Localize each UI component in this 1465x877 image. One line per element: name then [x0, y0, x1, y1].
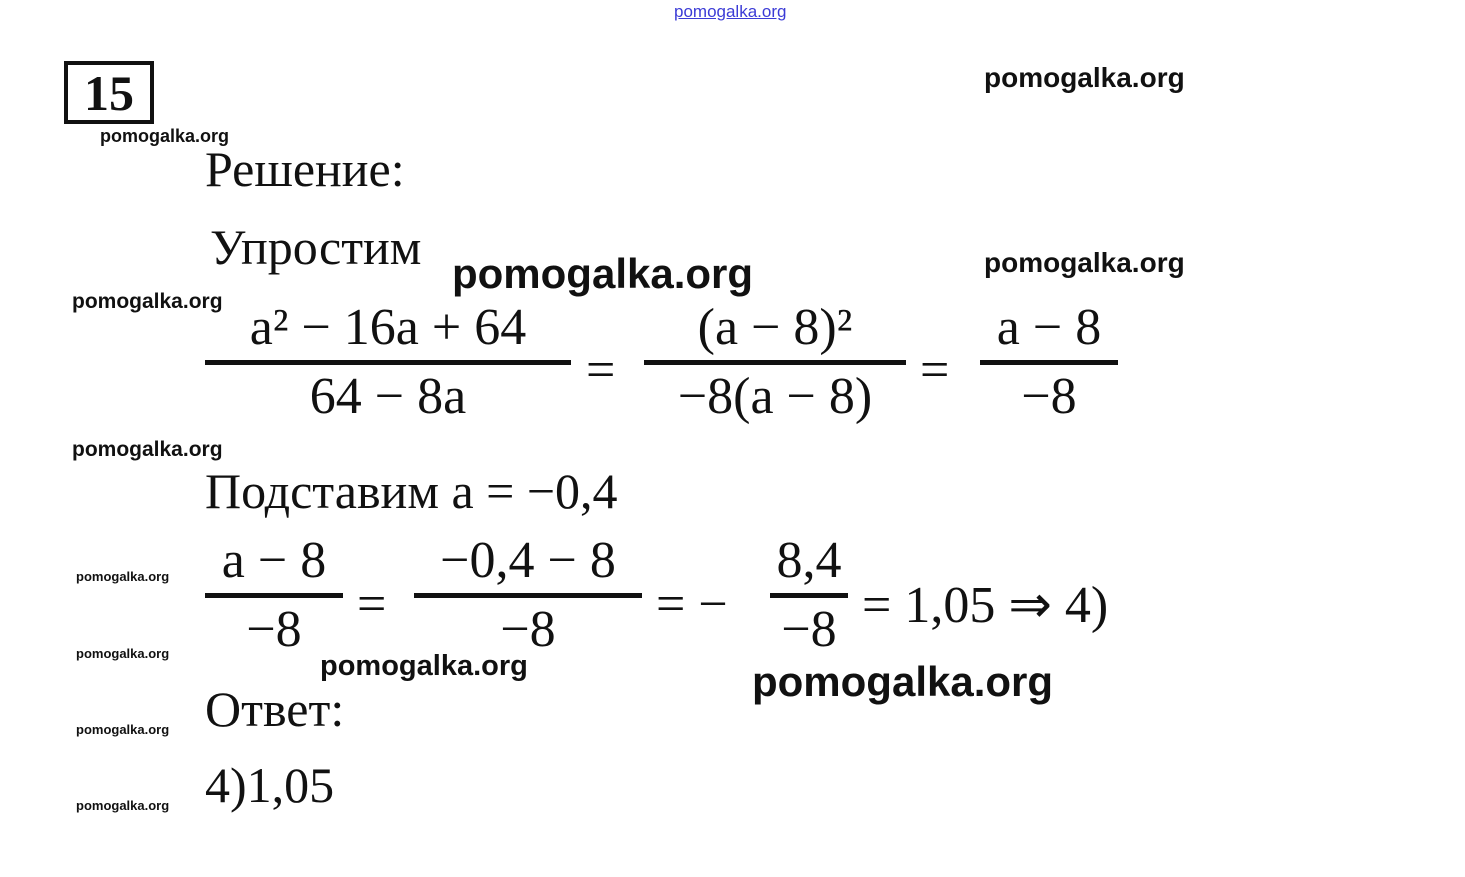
fraction-bar [205, 360, 571, 365]
fraction-bar [205, 593, 343, 598]
fraction-bar [644, 360, 906, 365]
fraction-bar [980, 360, 1118, 365]
watermark: pomogalka.org [72, 290, 223, 313]
fraction-bar [770, 593, 848, 598]
watermark: pomogalka.org [76, 569, 170, 584]
equals-sign: = [586, 342, 616, 399]
watermark-top: pomogalka.org [674, 2, 787, 21]
numerator: 8,4 [776, 532, 842, 589]
fraction-bar [414, 593, 642, 598]
equals-sign: = [920, 342, 950, 399]
watermark: pomogalka.org [76, 722, 170, 737]
denominator: −8(a − 8) [677, 368, 873, 425]
numerator: a − 8 [996, 299, 1102, 356]
step2-fraction-2 [414, 532, 642, 658]
equals-sign: = [357, 576, 387, 633]
watermark: pomogalka.org [984, 62, 1185, 93]
step2-fraction-1 [205, 532, 343, 658]
watermark: pomogalka.org [984, 247, 1185, 278]
equals-minus: = − [656, 576, 728, 633]
step1-fraction-2 [644, 299, 906, 425]
answer-value: 4)1,05 [205, 757, 335, 813]
step1-fraction-1 [205, 299, 571, 425]
numerator: a − 8 [221, 532, 327, 589]
numerator: (a − 8)² [697, 299, 853, 356]
simplify-label: Упростим [210, 219, 422, 275]
answer-heading: Ответ: [205, 681, 345, 737]
numerator: −0,4 − 8 [440, 532, 616, 589]
solution-heading: Решение: [205, 141, 405, 197]
denominator: −8 [246, 601, 302, 658]
watermark: pomogalka.org [752, 658, 1054, 705]
substitute-line: Подставим a = −0,4 [205, 463, 618, 519]
watermark: pomogalka.org [452, 250, 754, 297]
watermark: pomogalka.org [76, 798, 170, 813]
result-expression: = 1,05 ⇒ 4) [862, 577, 1109, 634]
step2-fraction-3 [770, 532, 848, 658]
denominator: 64 − 8a [309, 368, 467, 425]
task-number: 15 [84, 64, 134, 121]
denominator: −8 [781, 601, 837, 658]
watermark: pomogalka.org [320, 650, 528, 682]
task-number-box [64, 61, 154, 124]
watermark: pomogalka.org [72, 438, 223, 461]
step1-fraction-3 [980, 299, 1118, 425]
numerator: a² − 16a + 64 [249, 299, 527, 356]
denominator: −8 [1021, 368, 1077, 425]
watermark: pomogalka.org [100, 126, 230, 146]
watermark: pomogalka.org [76, 646, 170, 661]
denominator: −8 [500, 601, 556, 658]
